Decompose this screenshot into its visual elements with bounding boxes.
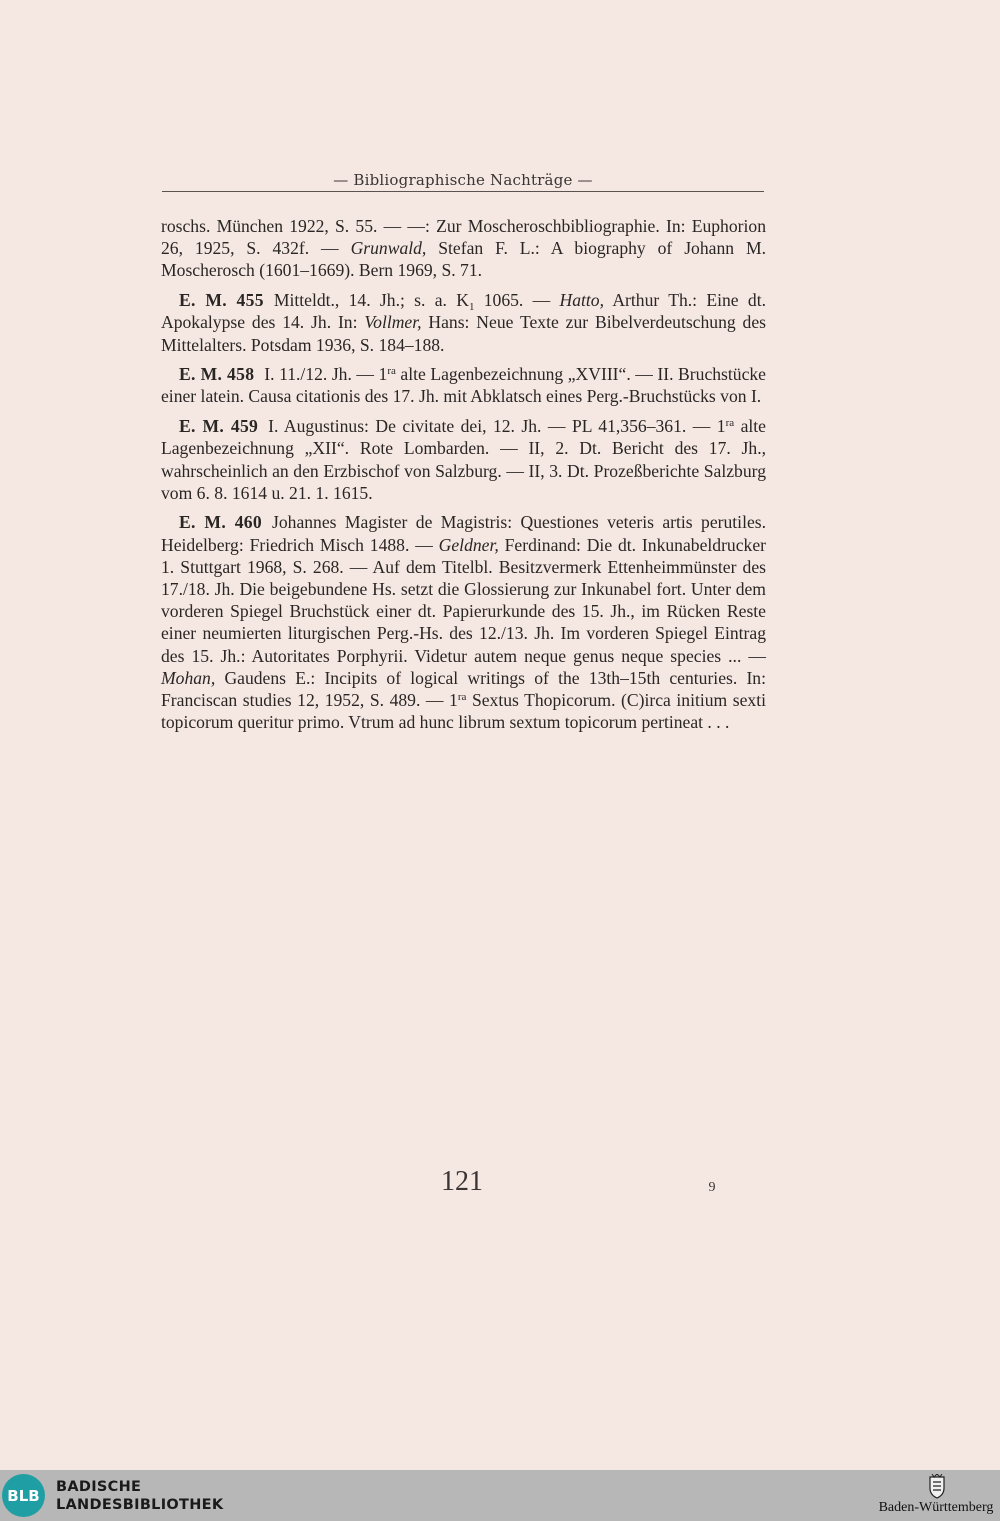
entry-text: I. Augustinus: De civitate dei, 12. Jh. — PL 41,356–361. — 1 — [268, 416, 726, 437]
page-number: 121 — [441, 1166, 483, 1197]
entry-text: Sextus Thopicorum. (C)irca initium sexti topicorum queritur primo. Vtrum ad hunc librum sextum topicorum pertineat . . . — [161, 690, 766, 733]
blb-logo[interactable]: BLB — [2, 1474, 45, 1517]
author-name: Geldner, — [438, 534, 499, 555]
entry-text: Stefan F. L.: A biography of Johann M. Moscherosch (1601–1669). Bern 1969, S. 71. — [161, 238, 766, 281]
subscript: 1 — [468, 301, 475, 314]
entry-text: Arthur Th.: Eine dt. Apokalypse des 14. Jh. In: — [161, 290, 767, 333]
entry-text: Gaudens E.: Incipits of logical writings of the 13th–15th centuries. In: Franciscan studies 12, 1952, S. 489. — 1 — [161, 667, 766, 711]
shelfmark: E. M. 460 — [179, 512, 262, 533]
entry-em-458 — [161, 363, 766, 407]
entry-text: 1065. — — [474, 290, 560, 311]
footer-bar — [0, 1470, 1000, 1521]
library-name[interactable] — [56, 1478, 223, 1514]
entry-text: Mitteldt., 14. Jh.; s. a. K — [273, 290, 469, 311]
entry-text: I. 11./12. Jh. — 1 — [264, 364, 388, 385]
state-label: Baden-Württemberg — [878, 1500, 994, 1515]
entry-text: Hans: Neue Texte zur Bibelverdeutschung des Mittelalters. Potsdam 1936, S. 184–188. — [161, 312, 766, 355]
running-head: — Bibliographische Nachträge — — [333, 171, 593, 189]
entry-text: alte Lagenbezeichnung „XII“. Rote Lombarden. — II, 2. Dt. Bericht des 17. Jh., wahrscheinlich an den Erzbischof von Salzburg. — II, 3. Dt. Prozeßberichte Salzburg vom 6. 8. 1614 u. 21. 1. 1615. — [161, 416, 766, 503]
entry-em-459 — [161, 415, 766, 504]
coat-of-arms-icon — [928, 1474, 946, 1500]
entry-text: alte Lagenbezeichnung „XVIII“. — II. Bruchstücke einer latein. Causa citationis des 17. Jh. mit Abklatsch eines Perg.-Bruchstücks von I. — [161, 364, 766, 407]
entry-text: roschs. München 1922, S. 55. — —: Zur Moscheroschbibliographie. In: Euphorion 26, 1925, S. 432f. — — [161, 216, 766, 259]
shelfmark: E. M. 459 — [179, 416, 259, 437]
entry-em-460 — [161, 511, 766, 733]
entry-text: Ferdinand: Die dt. Inkunabeldrucker 1. Stuttgart 1968, S. 268. — Auf dem Titelbl. Besitzvermerk Ettenheimmünster des 17./18. Jh. Die beigebundene Hs. setzt die Glossierung zur Inkunabel fort. Unter dem vorderen Spiegel Bruchstück einer dt. Papierurkunde des 15. Jh., im Rücken Reste einer neumierten liturgischen Perg.-Hs. des 12./13. Jh. Im vorderen Spiegel Eintrag des 15. Jh.: Autoritates Porphyrii. Videtur autem neque genus neque species ... — — [161, 534, 766, 666]
author-name: Vollmer, — [364, 312, 422, 333]
author-name: Grunwald, — [350, 238, 427, 259]
entry-text: Johannes Magister de Magistris: Questiones veteris artis perutiles. Heidelberg: Friedrich Misch 1488. — — [161, 512, 767, 555]
shelfmark: E. M. 455 — [179, 290, 264, 311]
header-rule — [162, 191, 764, 192]
signature-mark: 9 — [708, 1180, 716, 1195]
continued-entry — [161, 215, 766, 282]
superscript: ra — [725, 417, 735, 430]
body-text — [161, 215, 766, 741]
superscript: ra — [457, 691, 467, 704]
superscript: ra — [387, 365, 396, 378]
author-name: Hatto, — [559, 290, 605, 311]
shelfmark: E. M. 458 — [179, 364, 255, 385]
author-name: Mohan, — [161, 667, 216, 688]
entry-em-455 — [161, 289, 766, 356]
library-name-line1: BADISCHE — [56, 1479, 142, 1495]
library-name-line2: LANDESBIBLIOTHEK — [56, 1497, 224, 1513]
